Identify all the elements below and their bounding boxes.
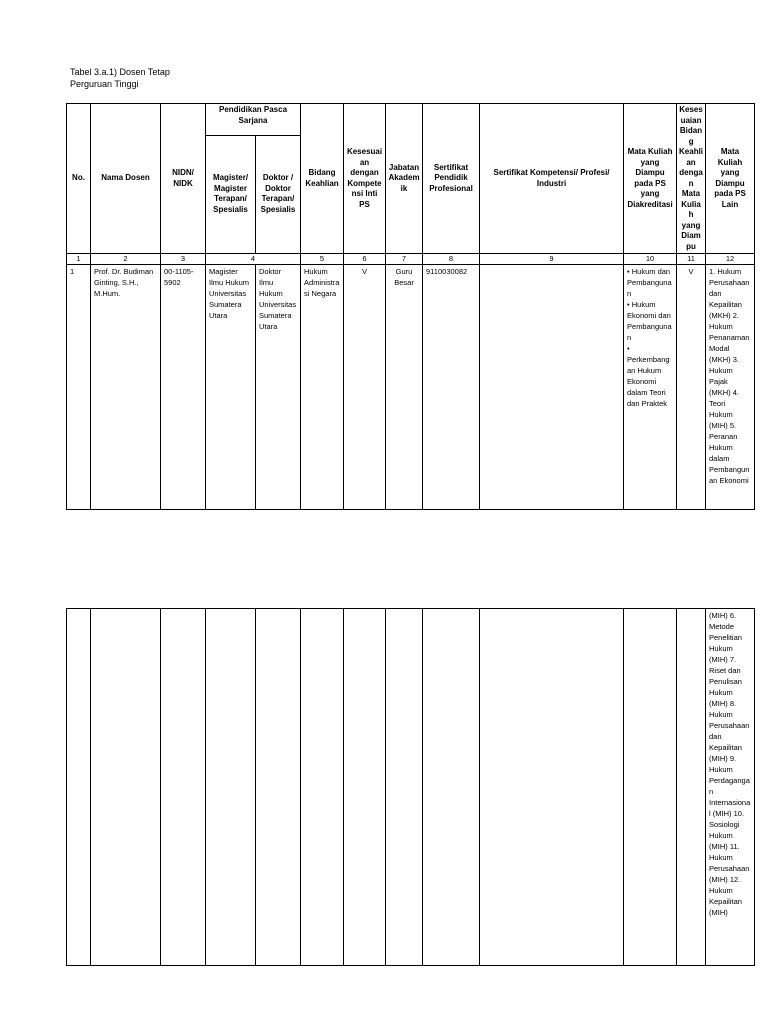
- cell-empty: [206, 609, 256, 966]
- cell-empty: [624, 609, 677, 966]
- column-number: 12: [706, 254, 755, 265]
- cell-empty: [677, 609, 706, 966]
- header-sertifikat-kompetensi: Sertifikat Kompetensi/ Profesi/ Industri: [480, 104, 624, 254]
- mk-ps-item: • Hukum Ekonomi dan Pembangunan: [627, 300, 672, 342]
- header-nidn: NIDN/ NIDK: [161, 104, 206, 254]
- cell-empty: [256, 609, 301, 966]
- cell-doktor: Doktor Ilmu Hukum Universitas Sumatera Utara: [256, 265, 301, 510]
- header-doktor: Doktor / Doktor Terapan/ Spesialis: [256, 135, 301, 253]
- column-number: 7: [386, 254, 423, 265]
- header-no: No.: [67, 104, 91, 254]
- cell-mk-lain: (MIH) 6. Metode Penelitian Hukum (MIH) 7. Riset dan Penulisan Hukum (MIH) 8. Hukum Perusahaan dan Kepailitan (MIH) 9. Hukum Perdagangan Internasional (MIH) 10. Sosiologi Hukum (MIH) 11. Hukum Perusahaan (MIH) 12. Hukum Kepailitan (MIH): [706, 609, 755, 966]
- cell-nama-dosen: Prof. Dr. Budiman Ginting, S.H., M.Hum.: [91, 265, 161, 510]
- column-number: 8: [423, 254, 480, 265]
- header-nama-dosen: Nama Dosen: [91, 104, 161, 254]
- column-number: 5: [301, 254, 344, 265]
- header-bidang-keahlian: Bidang Keahlian: [301, 104, 344, 254]
- cell-kesesuaian: V: [344, 265, 386, 510]
- cell-empty: [161, 609, 206, 966]
- cell-empty: [344, 609, 386, 966]
- column-number: 2: [91, 254, 161, 265]
- column-number: 1: [67, 254, 91, 265]
- table-row: [67, 609, 755, 966]
- header-kesesuaian-mk: Kesesuaian Bidang Keahlian dengan Mata Kuliah yang Diampu: [677, 104, 706, 254]
- cell-kesesuaian-mk: V: [677, 265, 706, 510]
- cell-empty: [91, 609, 161, 966]
- cell-sertifikat-pendidik: 9110030082: [423, 265, 480, 510]
- column-number: 10: [624, 254, 677, 265]
- column-number-row: [67, 254, 755, 265]
- mk-ps-item: • Hukum dan Pembangunan: [627, 267, 672, 298]
- title-line-2: Perguruan Tinggi: [70, 79, 139, 89]
- header-pendidikan: Pendidikan Pasca Sarjana: [206, 104, 301, 136]
- column-number: 11: [677, 254, 706, 265]
- cell-empty: [67, 609, 91, 966]
- header-magister: Magister/ Magister Terapan/ Spesialis: [206, 135, 256, 253]
- mk-ps-item: • Perkembangan Hukum Ekonomi dalam Teori dan Praktek: [627, 344, 670, 408]
- cell-empty: [301, 609, 344, 966]
- cell-mk-lain: 1. Hukum Perusahaan dan Kepailitan (MKH) 2. Hukum Penanaman Modal (MKH) 3. Hukum Pajak (MKH) 4. Teori Hukum (MIH) 5. Peranan Hukum dalam Pembangunan Ekonomi: [706, 265, 755, 510]
- column-number: 4: [206, 254, 301, 265]
- cell-empty: [386, 609, 423, 966]
- column-number: 6: [344, 254, 386, 265]
- cell-mk-ps: [624, 265, 677, 510]
- header-mk-ps: Mata Kuliah yang Diampu pada PS yang Diakreditasi: [624, 104, 677, 254]
- dosen-table-continued: [66, 608, 755, 966]
- header-mk-lain: Mata Kuliah yang Diampu pada PS Lain: [706, 104, 755, 254]
- cell-magister: Magister Ilmu Hukum Universitas Sumatera Utara: [206, 265, 256, 510]
- column-number: 9: [480, 254, 624, 265]
- title-line-1: Tabel 3.a.1) Dosen Tetap: [70, 67, 170, 77]
- cell-sertifikat-kompetensi: [480, 265, 624, 510]
- cell-bidang-keahlian: Hukum Administrasi Negara: [301, 265, 344, 510]
- cell-empty: [423, 609, 480, 966]
- cell-jabatan: Guru Besar: [386, 265, 423, 510]
- dosen-table: [66, 103, 755, 510]
- column-number: 3: [161, 254, 206, 265]
- table-row: [67, 265, 755, 510]
- cell-nidn: 00-1105-5902: [161, 265, 206, 510]
- document-title: [70, 66, 170, 90]
- cell-empty: [480, 609, 624, 966]
- header-jabatan: Jabatan Akademik: [386, 104, 423, 254]
- header-sertifikat-pendidik: Sertifikat Pendidik Profesional: [423, 104, 480, 254]
- header-row: [67, 104, 755, 136]
- cell-no: 1: [67, 265, 91, 510]
- header-kesesuaian: Kesesuaian dengan Kompetensi Inti PS: [344, 104, 386, 254]
